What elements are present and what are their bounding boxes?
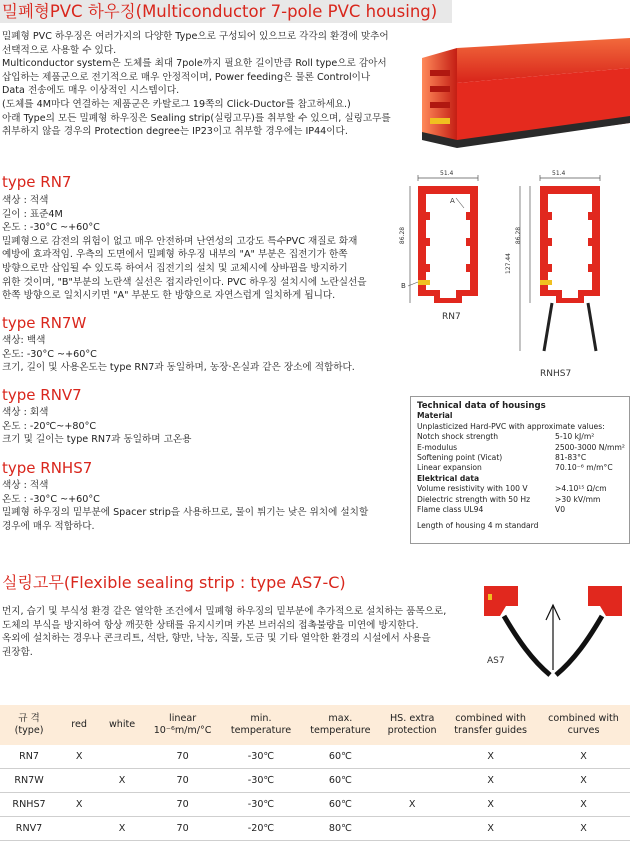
col-header-transfer-guides: combined with transfer guides xyxy=(444,705,537,745)
intro-line: Data 전송에도 매우 이상적인 시스템이다. xyxy=(2,85,180,97)
rn7-mark-a: A xyxy=(450,197,455,205)
table-cell: X xyxy=(380,793,444,817)
tech-value: 70.10⁻⁶ m/m°C xyxy=(555,463,613,473)
section-line: 온도 : -30°C ~+60°C xyxy=(2,222,100,234)
table-cell: RNHS7 xyxy=(0,793,58,817)
table-cell: X xyxy=(537,817,630,841)
technical-data-box xyxy=(410,396,630,544)
section-line: 경우에 매우 적합하다. xyxy=(2,520,95,532)
table-cell: RNV7 xyxy=(0,817,58,841)
section-line: 색상: 백색 xyxy=(2,335,46,346)
section-line: 예방에 효과적임. 우측의 도면에서 밀폐형 하우징 내부의 "A" 부분은 집전기가 한쪽 xyxy=(2,249,348,261)
section-line: 온도 : -30°C ~+60°C xyxy=(2,493,100,505)
col-header-type: 규 격 (type) xyxy=(0,705,58,745)
tech-key: Dielectric strength with 50 Hz xyxy=(417,494,531,504)
tech-row xyxy=(417,443,627,453)
intro-line: Multiconductor system은 도체를 최대 7pole까지 필요한 길이만큼 Roll type으로 감아서 xyxy=(2,58,387,70)
section-body-rnhs7 xyxy=(2,479,407,533)
section-line: 위한 것이며, "B"부분의 노란색 실선은 접지라인이다. PVC 하우징 설치시에 노란실선을 xyxy=(2,276,367,288)
tech-row xyxy=(417,505,627,515)
tech-key: Linear expansion xyxy=(417,463,482,473)
table-cell xyxy=(100,793,144,817)
table-cell: -30℃ xyxy=(221,769,300,793)
table-cell: X xyxy=(444,745,537,769)
intro-line: 선택적으로 사용할 수 있다. xyxy=(2,44,117,56)
table-cell: X xyxy=(537,793,630,817)
intro-line: 아래 Type의 모든 밀폐형 하우징은 Sealing strip(실링고무)를 취부할 수 있으며, 실링고무를 xyxy=(2,112,391,124)
table-cell: X xyxy=(100,769,144,793)
table-cell xyxy=(380,769,444,793)
section-body-rnv7 xyxy=(2,406,407,447)
tech-footer: Length of housing 4 m standard xyxy=(417,521,539,531)
table-cell xyxy=(380,817,444,841)
tech-value: 5-10 kJ/m² xyxy=(555,432,595,442)
section-line: 색상 : 회색 xyxy=(2,407,49,418)
tech-row xyxy=(417,484,627,494)
tech-elec-heading: Elektrical data xyxy=(417,473,480,483)
title-bar xyxy=(0,0,452,23)
table-row xyxy=(0,817,630,841)
table-cell xyxy=(58,769,100,793)
table-cell: X xyxy=(537,745,630,769)
section-line: 온도: -30°C ~+60°C xyxy=(2,348,97,360)
tech-row xyxy=(417,453,627,463)
tech-key: Softening point (Vicat) xyxy=(417,452,503,462)
table-cell: -20℃ xyxy=(221,817,300,841)
tech-material-heading: Material xyxy=(417,411,453,421)
col-header-linear: linear 10⁻⁶m/m/°C xyxy=(144,705,221,745)
tech-row xyxy=(417,495,627,505)
table-cell: -30℃ xyxy=(221,793,300,817)
section-line: 온도 : -20℃~+80°C xyxy=(2,420,97,432)
sealing-line: 도체의 부식을 방지하여 항상 깨끗한 상태를 유지시키며 카본 브러쉬의 접촉불량을 미연에 방지한다. xyxy=(2,619,419,631)
table-cell: RN7W xyxy=(0,769,58,793)
rn7-drawing xyxy=(400,168,490,328)
table-cell: 70 xyxy=(144,769,221,793)
section-line: 방향으로만 삽입될 수 있도록 하여서 집전기의 설치 및 교체시에 상바뀜을 방지하기 xyxy=(2,262,348,274)
table-cell: X xyxy=(58,745,100,769)
section-line: 밀폐형 하우징의 밑부분에 Spacer strip을 사용하므로, 물이 튀기는 낮은 위치에 설치할 xyxy=(2,507,369,519)
table-cell: X xyxy=(537,769,630,793)
sealing-line: 먼지, 습기 및 부식성 환경 같은 열악한 조건에서 밀폐형 하우징의 밑부분에 추가적으로 설치하는 품목으로, xyxy=(2,606,447,617)
section-body-rn7 xyxy=(2,194,407,303)
tech-material-desc: Unplasticized Hard-PVC with approximate values: xyxy=(417,421,605,431)
table-row xyxy=(0,769,630,793)
table-cell: 80℃ xyxy=(301,817,380,841)
table-cell xyxy=(380,745,444,769)
rn7-label: RN7 xyxy=(442,312,461,322)
rnhs7-width-dim: 51.4 xyxy=(552,170,566,177)
col-header-min-temp: min. temperature xyxy=(221,705,300,745)
table-cell: X xyxy=(444,769,537,793)
sealing-line: 권장함. xyxy=(2,646,33,658)
table-cell: RN7 xyxy=(0,745,58,769)
intro-line: 삽입하는 제품군으로 전기적으로 매우 안정적이며, Power feeding은 물론 Control이나 xyxy=(2,71,371,83)
as7-drawing xyxy=(478,580,628,690)
tech-key: Flame class UL94 xyxy=(417,504,484,514)
rnhs7-label: RNHS7 xyxy=(540,369,572,379)
section-title-rnhs7: type RNHS7 xyxy=(2,459,93,477)
section-line: 한쪽 방향으로 일치시키면 "A" 부분도 한 방향으로 자연스럽게 일치하게 됩니다. xyxy=(2,290,336,302)
col-header-red: red xyxy=(58,705,100,745)
section-title-rn7: type RN7 xyxy=(2,173,72,191)
section-line: 길이 : 표준4M xyxy=(2,208,63,220)
table-cell: 70 xyxy=(144,745,221,769)
sealing-line: 옥외에 설치하는 경우나 콘크리트, 석탄, 향만, 낙농, 직물, 도금 및 기타 열악한 환경의 시설에서 사용을 xyxy=(2,633,431,645)
table-cell: 60℃ xyxy=(301,793,380,817)
tech-row xyxy=(417,432,627,442)
tech-value: 81-83°C xyxy=(555,452,587,462)
rn7-height-dim: 86.28 xyxy=(399,226,407,245)
section-line: 크기 및 길이는 type RN7과 동일하며 고온용 xyxy=(2,434,192,446)
rnhs7-drawing xyxy=(510,168,610,368)
tech-value: >30 kV/mm xyxy=(555,494,601,504)
as7-label: AS7 xyxy=(487,656,505,666)
tech-key: Volume resistivity with 100 V xyxy=(417,484,528,494)
table-header-row xyxy=(0,705,630,745)
section-title-rnv7: type RNV7 xyxy=(2,386,82,404)
tech-key: Notch shock strength xyxy=(417,432,499,442)
table-cell: -30℃ xyxy=(221,745,300,769)
col-header-white: white xyxy=(100,705,144,745)
page-title: 밀폐형PVC 하우징(Multiconductor 7-pole PVC housing) xyxy=(2,2,438,21)
col-header-hs-protection: HS. extra protection xyxy=(380,705,444,745)
spec-table xyxy=(0,705,630,841)
tech-value: 2500-3000 N/mm² xyxy=(555,442,625,452)
table-cell: 70 xyxy=(144,793,221,817)
table-cell: 60℃ xyxy=(301,769,380,793)
tech-title: Technical data of housings xyxy=(417,401,546,411)
section-line: 크기, 길이 및 사용온도는 type RN7과 동일하며, 농장·온실과 같은 장소에 적합하다. xyxy=(2,362,355,374)
tech-value: >4.10¹⁵ Ω/cm xyxy=(555,484,607,494)
table-cell: 70 xyxy=(144,817,221,841)
tech-value: V0 xyxy=(555,504,566,514)
table-cell xyxy=(58,817,100,841)
rnhs7-total-dim: 127.44 xyxy=(505,253,512,274)
housing-photo xyxy=(412,28,630,150)
table-cell: X xyxy=(444,817,537,841)
col-header-max-temp: max. temperature xyxy=(301,705,380,745)
sealing-body xyxy=(2,605,472,659)
table-cell: X xyxy=(100,817,144,841)
table-cell: X xyxy=(58,793,100,817)
section-line: 색상 : 적색 xyxy=(2,480,49,491)
tech-key: E-modulus xyxy=(417,442,458,452)
table-cell: X xyxy=(444,793,537,817)
intro-line: 밀폐형 PVC 하우징은 여러가지의 다양한 Type으로 구성되어 있으므로 각각의 환경에 맞추어 xyxy=(2,31,389,42)
sealing-title: 실링고무(Flexible sealing strip : type AS7-C) xyxy=(2,573,346,592)
table-cell: 60℃ xyxy=(301,745,380,769)
intro-paragraph xyxy=(2,30,407,139)
rnhs7-height-dim: 86.28 xyxy=(515,226,523,245)
table-row xyxy=(0,793,630,817)
intro-line: 취부하지 않을 경우의 Protection degree는 IP23이고 취부할 경우에는 IP44이다. xyxy=(2,126,348,138)
col-header-curves: combined with curves xyxy=(537,705,630,745)
section-title-rn7w: type RN7W xyxy=(2,314,87,332)
tech-row xyxy=(417,463,627,473)
table-row xyxy=(0,745,630,769)
table-cell xyxy=(100,745,144,769)
section-line: 밀폐형으로 감전의 위험이 없고 매우 안전하며 난연성의 고강도 특수PVC 재질로 화재 xyxy=(2,235,358,247)
rn7-mark-b: B xyxy=(401,282,406,290)
intro-line: (도체를 4M마다 연결하는 제품군은 카탈로그 19쪽의 Click-Ductor를 참고하세요.) xyxy=(2,98,351,110)
rn7-width-dim: 51.4 xyxy=(440,170,454,177)
section-line: 색상 : 적색 xyxy=(2,195,49,206)
section-body-rn7w xyxy=(2,334,407,375)
